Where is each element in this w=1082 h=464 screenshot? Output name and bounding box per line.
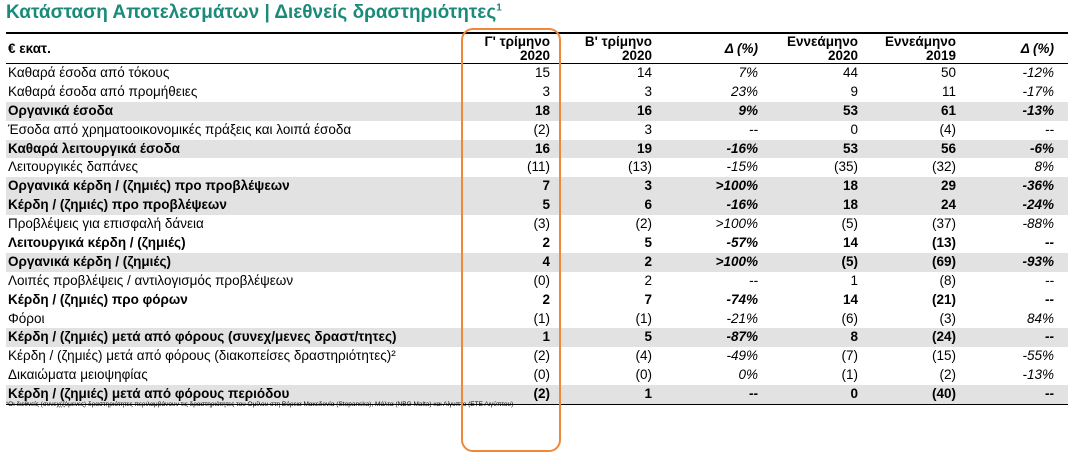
cell-9m-2019: 50 [940, 65, 956, 80]
cell-9m-2020: (5) [841, 253, 858, 269]
cell-9m-2019: (37) [931, 216, 956, 232]
cell-delta-9m: -- [1045, 291, 1054, 307]
row-label: Καθαρά έσοδα από προμήθειες [8, 83, 198, 99]
row-label: Κέρδη / (ζημιές) προ προβλέψεων [8, 197, 227, 213]
cell-delta-q: -- [749, 386, 758, 402]
cell-delta-9m: -13% [1022, 367, 1054, 383]
cell-q2-2020: (13) [627, 159, 652, 175]
row-label: Προβλέψεις για επισφαλή δάνεια [8, 216, 204, 232]
cell-9m-2019: (2) [939, 367, 956, 383]
col-q2-2020-header: Β' τρίμηνο 2020 [584, 33, 652, 63]
cell-q2-2020: 5 [644, 329, 652, 345]
cell-9m-2020: 44 [842, 65, 858, 80]
cell-delta-9m: 84% [1026, 310, 1054, 326]
cell-q3-2020: (2) [533, 121, 550, 137]
cell-delta-9m: -- [1045, 235, 1054, 251]
cell-9m-2019: 24 [940, 197, 956, 213]
cell-q3-2020: 3 [542, 83, 550, 99]
row-label: Οργανικά κέρδη / (ζημιές) [8, 253, 171, 269]
cell-q3-2020: 18 [534, 102, 550, 118]
cell-delta-q: -- [749, 121, 758, 137]
cell-9m-2020: (6) [841, 310, 858, 326]
col-9m-2020-header: Εννεάμηνο 2020 [787, 33, 858, 63]
cell-9m-2020: 53 [842, 140, 858, 156]
cell-9m-2020: 18 [842, 178, 858, 194]
cell-delta-9m: -- [1045, 272, 1054, 288]
cell-q3-2020: (1) [533, 310, 550, 326]
cell-9m-2020: 8 [850, 329, 858, 345]
cell-q3-2020: 15 [534, 65, 550, 80]
cell-delta-9m: -12% [1022, 65, 1054, 80]
cell-delta-9m: -- [1045, 121, 1054, 137]
cell-9m-2020: (35) [833, 159, 858, 175]
cell-9m-2020: 1 [850, 272, 858, 288]
cell-9m-2019: (3) [939, 310, 956, 326]
cell-delta-q: -21% [726, 310, 758, 326]
cell-delta-q: -57% [726, 235, 758, 251]
cell-delta-9m: -13% [1022, 102, 1054, 118]
cell-9m-2020: 14 [842, 235, 858, 251]
col-9m-2019-header: Εννεάμηνο 2019 [885, 33, 956, 63]
cell-q3-2020: 2 [542, 235, 550, 251]
cell-9m-2019: 61 [940, 102, 956, 118]
cell-9m-2020: (1) [841, 367, 858, 383]
cell-q3-2020: (11) [526, 159, 550, 175]
cell-9m-2020: 0 [850, 121, 858, 137]
cell-9m-2019: (69) [931, 253, 956, 269]
cell-q2-2020: (0) [635, 367, 652, 383]
cell-delta-q: -15% [726, 159, 758, 175]
cell-9m-2019: (40) [931, 386, 956, 402]
row-label: Δικαιώματα μειοψηφίας [8, 367, 148, 383]
col-delta-9m-header: Δ (%) [1020, 40, 1054, 56]
row-label: Λειτουργικά κέρδη / (ζημιές) [8, 235, 186, 251]
cell-delta-q: -49% [726, 348, 758, 364]
cell-delta-9m: -24% [1022, 197, 1054, 213]
cell-delta-9m: -55% [1022, 348, 1054, 364]
cell-q2-2020: 3 [644, 178, 652, 194]
cell-q3-2020: (2) [533, 348, 550, 364]
cell-q3-2020: 4 [542, 253, 550, 269]
row-label: Κέρδη / (ζημιές) μετά από φόρους περιόδου [8, 386, 290, 402]
row-label: Έσοδα από χρηματοοικονομικές πράξεις και λοιπά έσοδα [8, 121, 352, 137]
cell-delta-q: 7% [738, 65, 758, 80]
row-label: Οργανικά έσοδα [8, 102, 114, 118]
cell-q2-2020: 19 [636, 140, 652, 156]
cell-q2-2020: (1) [635, 310, 652, 326]
unit-label: € εκατ. [8, 40, 51, 56]
cell-q2-2020: 2 [644, 253, 652, 269]
cell-q2-2020: 3 [644, 121, 652, 137]
cell-delta-9m: -- [1045, 329, 1054, 345]
cell-delta-9m: -- [1045, 386, 1054, 402]
cell-q2-2020: 1 [644, 386, 652, 402]
cell-delta-q: >100% [715, 253, 758, 269]
cell-delta-q: 23% [730, 83, 758, 99]
cell-9m-2020: 53 [842, 102, 858, 118]
row-label: Κέρδη / (ζημιές) μετά από φόρους (διακοπείσες δραστηριότητες)² [8, 348, 396, 364]
cell-9m-2019: (4) [939, 121, 956, 137]
cell-delta-q: 0% [738, 367, 758, 383]
cell-delta-q: >100% [715, 178, 758, 194]
cell-delta-9m: -36% [1022, 178, 1054, 194]
col-q3-2020-header: Γ' τρίμηνο 2020 [484, 33, 550, 63]
cell-delta-q: -87% [726, 329, 758, 345]
page-title: Κατάσταση Αποτελεσμάτων | Διεθνείς δραστηριότητες$^1$ [6, 2, 502, 23]
cell-9m-2019: 11 [941, 83, 956, 99]
cell-9m-2019: (32) [931, 159, 956, 175]
cell-q2-2020: 2 [644, 272, 652, 288]
cell-9m-2019: (21) [931, 291, 956, 307]
cell-delta-9m: -93% [1022, 253, 1054, 269]
cell-q2-2020: (2) [635, 216, 652, 232]
cell-q3-2020: (0) [533, 272, 550, 288]
row-label: Καθαρά λειτουργικά έσοδα [8, 140, 180, 156]
cell-delta-9m: -88% [1022, 216, 1054, 232]
cell-delta-q: 9% [738, 102, 758, 118]
cell-9m-2020: 18 [842, 197, 858, 213]
cell-9m-2020: (7) [841, 348, 858, 364]
row-label: Καθαρά έσοδα από τόκους [8, 65, 170, 80]
cell-delta-9m: 8% [1034, 159, 1054, 175]
cell-9m-2019: 56 [940, 140, 956, 156]
cell-9m-2019: (13) [931, 235, 956, 251]
row-label: Κέρδη / (ζημιές) μετά από φόρους (συνεχ/μενες δραστ/τητες) [8, 329, 397, 345]
cell-q3-2020: 2 [542, 291, 550, 307]
col-delta-q-header: Δ (%) [724, 40, 758, 56]
cell-delta-9m: -17% [1022, 83, 1054, 99]
cell-delta-q: >100% [715, 216, 758, 232]
cell-q3-2020: (0) [533, 367, 550, 383]
cell-9m-2020: (5) [841, 216, 858, 232]
cell-q2-2020: 14 [636, 65, 652, 80]
cell-q3-2020: 1 [542, 329, 550, 345]
row-label: Φόροι [8, 310, 45, 326]
cell-9m-2020: 9 [850, 83, 858, 99]
cell-q3-2020: 7 [542, 178, 550, 194]
cell-delta-q: -16% [726, 140, 758, 156]
cell-q2-2020: 3 [644, 83, 652, 99]
cell-9m-2019: 29 [940, 178, 956, 194]
cell-q2-2020: 6 [644, 197, 652, 213]
cell-9m-2019: (8) [939, 272, 956, 288]
q3-column-highlight [461, 28, 561, 452]
cell-9m-2020: 0 [850, 386, 858, 402]
cell-q3-2020: 16 [534, 140, 550, 156]
cell-delta-q: -- [749, 272, 758, 288]
cell-delta-q: -16% [726, 197, 758, 213]
cell-q2-2020: (4) [635, 348, 652, 364]
cell-q2-2020: 5 [644, 235, 652, 251]
cell-9m-2019: (15) [931, 348, 956, 364]
cell-delta-q: -74% [726, 291, 758, 307]
cell-9m-2019: (24) [931, 329, 956, 345]
cell-q3-2020: (2) [533, 386, 550, 402]
cell-q3-2020: (3) [533, 216, 550, 232]
row-label: Οργανικά κέρδη / (ζημιές) προ προβλέψεων [8, 178, 290, 194]
row-label: Λειτουργικές δαπάνες [8, 159, 139, 175]
cell-q2-2020: 16 [636, 102, 652, 118]
cell-delta-9m: -6% [1029, 140, 1054, 156]
cell-9m-2020: 14 [842, 291, 858, 307]
title-footnote-mark: 1 [496, 2, 502, 14]
row-label: Λοιπές προβλέψεις / αντιλογισμός προβλέψεων [8, 272, 294, 288]
cell-q3-2020: 5 [542, 197, 550, 213]
row-label: Κέρδη / (ζημιές) προ φόρων [8, 291, 188, 307]
cell-q2-2020: 7 [644, 291, 652, 307]
footnote: ¹Οι διεθνείς (συνεχ(ζόμενες) δραστηριότητες περιλαμβάνουν τις δραστηριότητες του Ομίλου στη Βόρεια Μακεδονία (Stopanska), Μάλτα (NBG Malta) και Αίγυπτο (ΕΤΕ Αιγύπτου) [6, 401, 514, 408]
